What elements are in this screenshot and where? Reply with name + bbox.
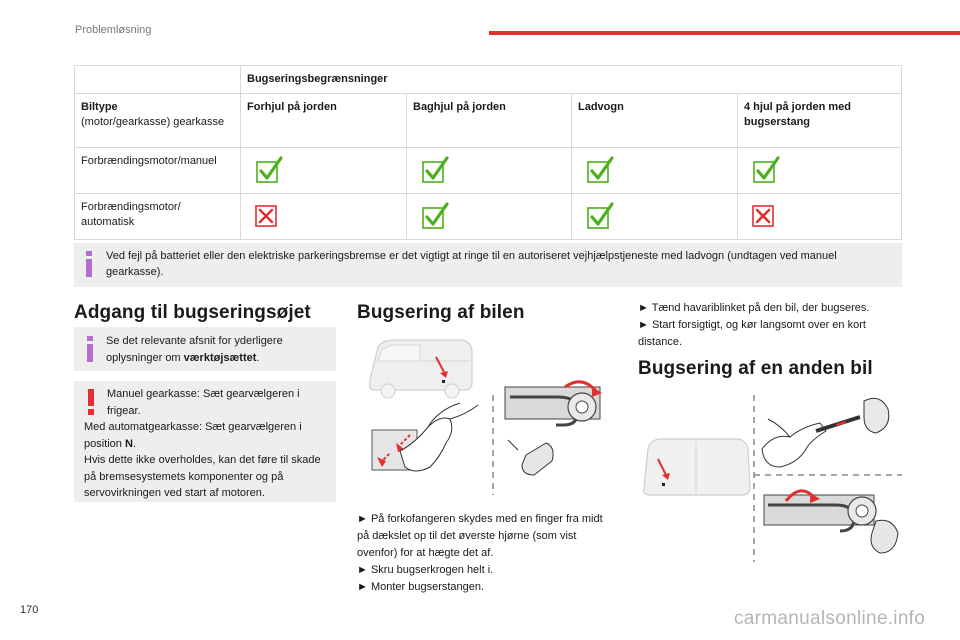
allowed-check-icon (421, 156, 565, 184)
towing-steps (357, 511, 607, 596)
step-item: ► Skru bugserkrogen helt i. (357, 564, 494, 577)
table-row (75, 147, 902, 193)
allowed-check-icon (255, 156, 400, 184)
allowed-check-icon (752, 156, 895, 184)
info-icon (86, 336, 94, 362)
heading-towing-the-vehicle: Bugsering af bilen (357, 302, 525, 323)
row-label: Forbrændingsmotor/ automatisk (75, 193, 241, 239)
not-allowed-cross-icon (255, 205, 400, 227)
gearbox-warning-box: Manuel gearkasse: Sæt gearvælgeren i frigear. Med automatgearkasse: Sæt gearvælgeren i position N. Hvis dette ikke overholdes, kan det føre til skade på bremsesystemets komponenter og på servovirkningen ved start af motoren. (74, 381, 336, 502)
toolkit-info-box: Se det relevante afsnit for yderligere oplysninger om værktøjsættet. (74, 327, 336, 371)
page-number: 170 (20, 604, 39, 616)
col-rear-wheels: Baghjul på jorden (407, 93, 572, 147)
towing-limits-table (74, 65, 902, 240)
warning-icon (87, 389, 95, 415)
allowed-check-icon (586, 156, 731, 184)
step-item: ► På forkofangeren skydes med en finger fra midt på dækslet op til det øverste hjørne (som vist ovenfor) for at hægte det af. (357, 513, 603, 560)
battery-notice-text: Ved fejl på batteriet eller den elektriske parkeringsbremse er det vigtigt at ringe til en autoriseret vejhjælpstjeneste med ladvogn (undtagen ved manuel gearkasse). (106, 250, 837, 278)
towing-eye-illustration (360, 335, 610, 500)
step-item: ► Start forsigtigt, og kør langsomt over en kort distance. (638, 319, 866, 349)
heading-towing-eye-access: Adgang til bugseringsøjet (74, 302, 311, 323)
step-item: ► Tænd havariblinket på den bil, der bugseres. (638, 302, 870, 314)
battery-notice (74, 243, 902, 287)
table-row (75, 193, 902, 239)
col-flatbed: Ladvogn (572, 93, 738, 147)
step-item: ► Monter bugserstangen. (357, 581, 485, 594)
col-vehicle-type-sub: (motor/gearkasse) gearkasse (81, 115, 225, 128)
hazard-steps (638, 300, 904, 351)
row-label: Forbrændingsmotor/manuel (75, 147, 241, 193)
not-allowed-cross-icon (752, 205, 895, 227)
table-group-header: Bugseringsbegrænsninger (241, 66, 902, 94)
page-header-title: Problemløsning (75, 24, 152, 36)
heading-towing-another-vehicle: Bugsering af en anden bil (638, 358, 873, 379)
col-vehicle-type (75, 93, 241, 147)
header-accent-bar (489, 31, 960, 35)
col-four-wheels-towbar: 4 hjul på jorden med bugserstang (738, 93, 902, 147)
allowed-check-icon (421, 202, 565, 230)
info-icon (85, 251, 93, 277)
watermark: carmanualsonline.info (734, 608, 926, 629)
tow-another-car-illustration (640, 387, 905, 567)
col-vehicle-type-title: Biltype (81, 100, 118, 113)
allowed-check-icon (586, 202, 731, 230)
col-front-wheels: Forhjul på jorden (241, 93, 407, 147)
